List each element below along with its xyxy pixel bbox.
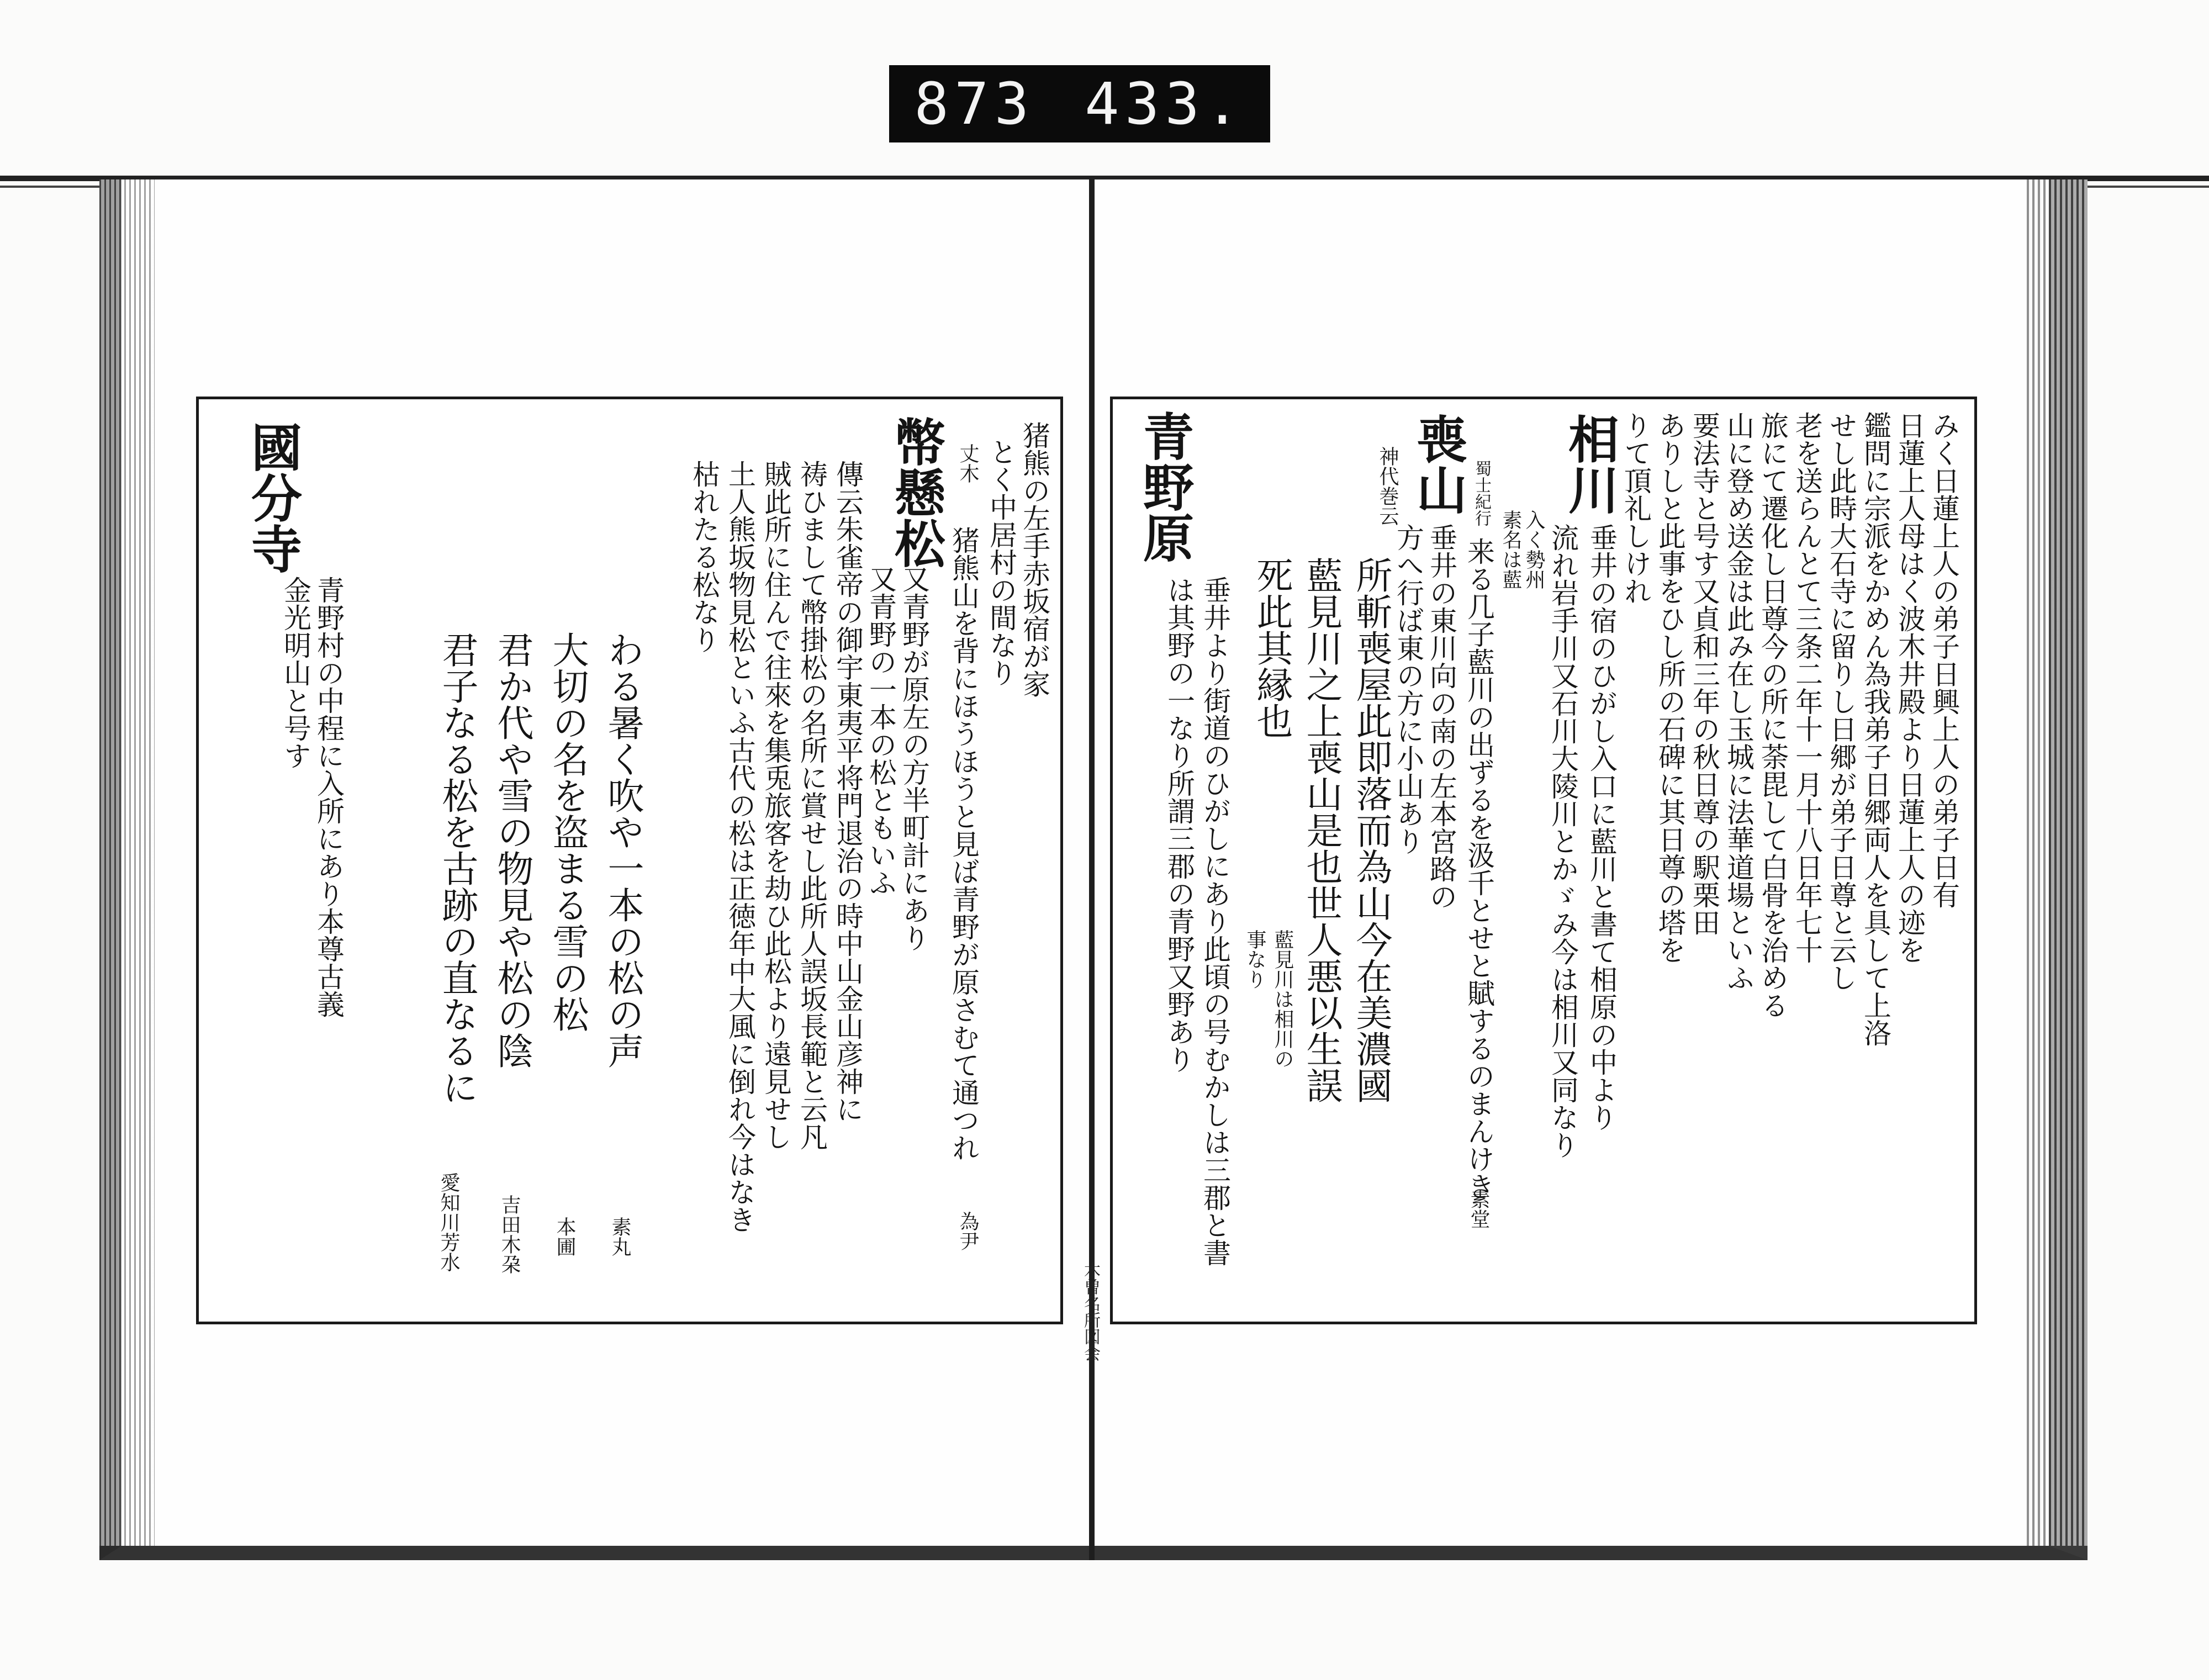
- left-text-col-6: 傳云朱雀帝の御宇東夷平将門退治の時中山金山彦神に: [832, 460, 864, 1123]
- catalogue-number-right: 433.: [1085, 70, 1245, 138]
- heading-kokubunji: 國分寺: [243, 421, 303, 574]
- right-text-col-16: 垂井の東川向の南の左本宮路の: [1425, 524, 1457, 910]
- right-text-col-21: 垂井より街道のひがしにあり此頃の号むかしは三郡と書: [1199, 576, 1231, 1266]
- right-text-col-9: ありしと此事をひし所の石碑に其日尊の塔を: [1654, 411, 1686, 964]
- note-aimigawa: 藍見川は相川の: [1271, 929, 1294, 1069]
- left-text-col-9: 土人熊坂物見松といふ古代の松は正徳年中大風に倒れ今はなき: [724, 460, 756, 1233]
- gutter-title: 木曽名所図会: [1081, 1262, 1100, 1361]
- poem-2: 大切の名を盗まる雪の松: [546, 631, 589, 1032]
- left-text-col-4: 又青野が原左の方半町計にあり: [898, 565, 930, 952]
- right-text-col-1: みく日蓮上人の弟子日興上人の弟子日有: [1928, 411, 1960, 908]
- catalogue-number-left: 873: [914, 70, 1035, 138]
- note-koto-nari: 事なり: [1244, 929, 1266, 989]
- author-yoshida-bokuda: 吉田木朶: [498, 1195, 521, 1274]
- right-kanbun-3: 死此其縁也: [1250, 557, 1293, 739]
- poem-4: 君子なる松を古跡の直なるに: [436, 631, 478, 1105]
- author-sodo: 素堂: [1467, 1189, 1490, 1229]
- right-text-col-7: 山に登め送金は此み在し玉城に法華道場といふ: [1722, 411, 1754, 991]
- right-note-seishu: 入く勢州: [1523, 510, 1545, 589]
- catalogue-label: [889, 65, 1270, 142]
- heading-moyama: 喪山: [1408, 413, 1468, 515]
- right-text-col-8: 要法寺と号す又貞和三年の秋日尊の駅栗田: [1688, 411, 1720, 936]
- note-shokushi-kiko: 蜀士紀行: [1472, 460, 1491, 526]
- author-echigawa-hosui: 愛知川芳水: [437, 1172, 460, 1272]
- left-text-col-11: 青野村の中程に入所にあり本尊古義: [313, 576, 345, 1018]
- right-text-col-12: 流れ岩手川又石川大陵川とかゞみ今は相川又同なり: [1547, 524, 1579, 1159]
- left-text-col-8: 賊此所に住んで往來を集兎旅客を劫ひ此松より遠見せし: [760, 460, 792, 1150]
- note-jindai-maki: 神代巻云: [1376, 446, 1399, 526]
- left-text-col-12: 金光明山と号す: [279, 576, 311, 769]
- left-page: [196, 397, 1063, 1324]
- right-haiku-1: 来る几子藍川の出ずるを汲千とせと賦するのまんけき: [1463, 537, 1495, 1200]
- left-text-col-2: とく中居村の間なり: [985, 438, 1017, 686]
- right-kanbun-2: 藍見川之上喪山是也世人悪以生誤: [1300, 557, 1343, 1103]
- right-text-col-17: 方へ行ば東の方に小山あり: [1392, 524, 1424, 855]
- right-text-col-3: 鑑問に宗派をかめん為我弟子日郷両人を具して上洛: [1859, 411, 1891, 1047]
- right-text-col-2: 日蓮上人母はく波木井殿より日蓮上人の迹を: [1894, 411, 1926, 964]
- right-text-col-10: りて頂礼しけれ: [1620, 411, 1652, 605]
- right-text-col-5: 老を送らんとて三条二年十一月十八日年七十: [1791, 411, 1823, 964]
- heading-aikawa: 相川: [1560, 413, 1620, 515]
- right-note-aina: 素名は藍: [1499, 510, 1522, 589]
- right-kanbun-1: 所斬喪屋此即落而為山今在美濃國: [1350, 557, 1392, 1103]
- note-jobuku: 丈木: [956, 443, 979, 483]
- heading-nusakakematsu: 幣懸松: [886, 416, 946, 568]
- right-page: [1110, 397, 1977, 1324]
- left-haiku-1: 猪熊山を背にほうほうと見ば青野が原さむて通つれ: [948, 526, 980, 1161]
- poem-1: わる暑く吹や一本の松の声: [601, 631, 644, 1069]
- author-hompo: 本圃: [553, 1217, 576, 1256]
- left-text-col-7: 祷ひまして幣掛松の名所に賞せし此所人誤坂長範と云凡: [796, 460, 828, 1150]
- left-text-col-5: 又青野の一本の松ともいふ: [865, 565, 897, 896]
- author-tamemasa: 為尹: [956, 1211, 979, 1251]
- right-text-col-11: 垂井の宿のひがし入口に藍川と書て相原の中より: [1586, 524, 1618, 1131]
- right-text-col-22: は其野の一なり所謂三郡の青野又野あり: [1163, 576, 1195, 1073]
- left-text-col-10: 枯れたる松なり: [688, 460, 720, 653]
- poem-3: 君か代や雪の物見や松の陰: [491, 631, 533, 1069]
- author-somaru: 素丸: [609, 1217, 631, 1256]
- left-text-col-1: 猪熊の左手赤坂宿が家: [1018, 421, 1050, 698]
- right-text-col-6: 旅にて遷化し日尊今の所に荼毘して白骨を治める: [1757, 411, 1789, 1019]
- heading-aonogahara: 青野原: [1135, 410, 1195, 563]
- right-text-col-4: せし此時大石寺に留りし日郷が弟子日尊と云し: [1825, 411, 1857, 991]
